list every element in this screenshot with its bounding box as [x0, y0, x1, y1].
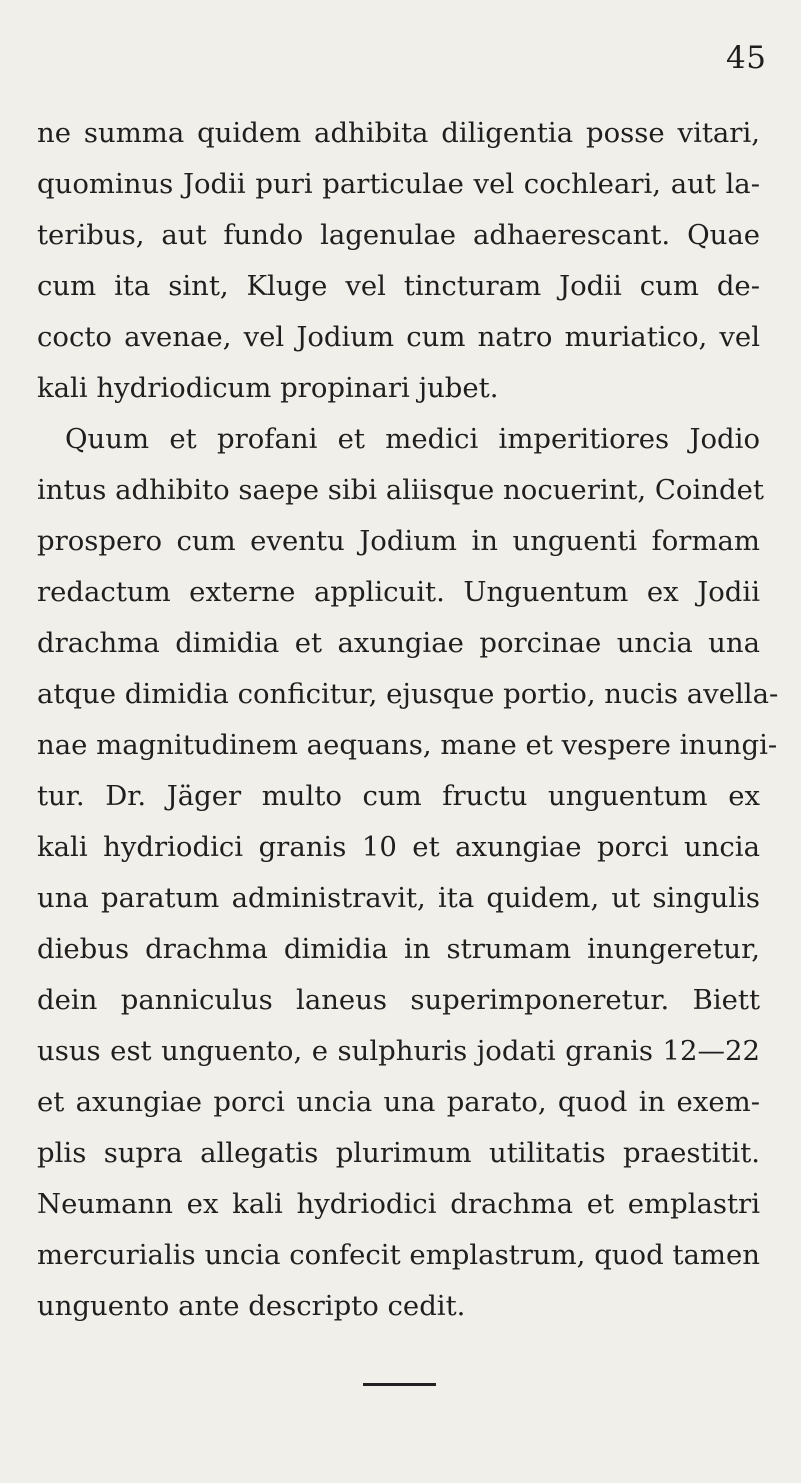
- text-line: drachma dimidia et axungiae porcinae uncia una: [37, 627, 760, 659]
- text-line: kali hydriodicum propinari jubet.: [37, 372, 499, 404]
- text-line: nae magnitudinem aequans, mane et vespere inungi-: [37, 729, 778, 761]
- text-line: atque dimidia conficitur, ejusque portio, nucis avella-: [37, 678, 779, 710]
- text-line: prospero cum eventu Jodium in unguenti formam: [37, 525, 760, 557]
- text-line: plis supra allegatis plurimum utilitatis praestitit.: [37, 1137, 760, 1169]
- page-number: 45: [726, 40, 767, 76]
- text-line: unguento ante descripto cedit.: [37, 1290, 466, 1322]
- body-text: [37, 108, 779, 1332]
- text-line: kali hydriodici granis 10 et axungiae porci uncia: [37, 831, 760, 863]
- text-line: teribus, aut fundo lagenulae adhaerescant. Quae: [37, 219, 760, 251]
- text-line: mercurialis uncia confecit emplastrum, quod tamen: [37, 1239, 760, 1271]
- text-line: una paratum administravit, ita quidem, ut singulis: [37, 882, 760, 914]
- text-line: Neumann ex kali hydriodici drachma et emplastri: [37, 1188, 760, 1220]
- text-line: cocto avenae, vel Jodium cum natro muriatico, vel: [37, 321, 760, 353]
- text-line: cum ita sint, Kluge vel tincturam Jodii cum de-: [37, 270, 760, 302]
- text-line: et axungiae porci uncia una parato, quod in exem-: [37, 1086, 760, 1118]
- text-line: diebus drachma dimidia in strumam inungeretur,: [37, 933, 760, 965]
- text-line: Quum et profani et medici imperitiores Jodio: [65, 423, 760, 455]
- text-line: quominus Jodii puri particulae vel cochleari, aut la-: [37, 168, 760, 200]
- text-line: tur. Dr. Jäger multo cum fructu unguentum ex: [37, 780, 760, 812]
- text-line: redactum externe applicuit. Unguentum ex Jodii: [37, 576, 760, 608]
- footer-rule: [363, 1383, 436, 1386]
- text-line: dein panniculus laneus superimponeretur. Biett: [37, 984, 760, 1016]
- text-line: ne summa quidem adhibita diligentia posse vitari,: [37, 117, 760, 149]
- text-line: usus est unguento, e sulphuris jodati granis 12—22: [37, 1035, 760, 1067]
- text-line: intus adhibito saepe sibi aliisque nocuerint, Coindet: [37, 474, 764, 506]
